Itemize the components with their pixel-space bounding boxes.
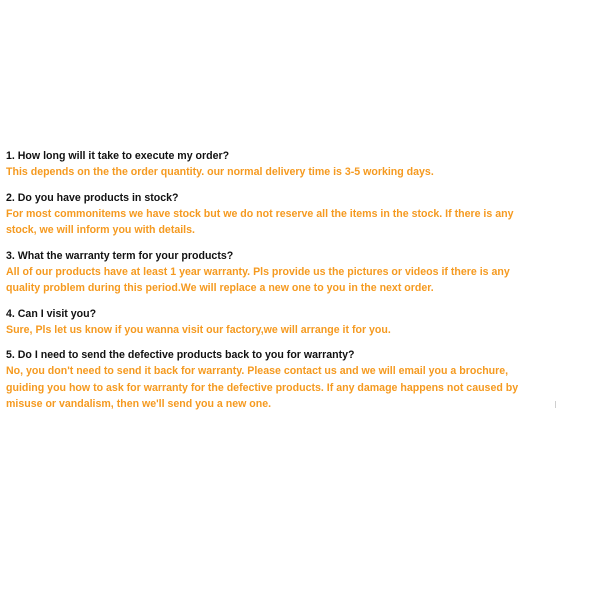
faq-item-3 (6, 248, 558, 297)
faq-answer-line: For most commonitems we have stock but we do not reserve all the items in the stock. If there is any (6, 207, 514, 220)
faq-question: 1. How long will it take to execute my order? (6, 150, 230, 162)
faq-answer (6, 264, 558, 297)
edge-mark-divider (555, 401, 556, 408)
faq-answer (6, 363, 558, 413)
faq-item-1 (6, 148, 558, 181)
faq-item-2 (6, 190, 558, 239)
faq-answer-line: Sure, Pls let us know if you wanna visit our factory,we will arrange it for you. (6, 323, 391, 336)
faq-answer (6, 164, 558, 181)
faq-answer-line: stock, we will inform you with details. (6, 224, 195, 236)
faq-question: 5. Do I need to send the defective products back to you for warranty? (6, 349, 355, 361)
faq-item-5 (6, 347, 558, 413)
faq-answer-line: misuse or vandalism, then we'll send you a new one. (6, 398, 272, 410)
faq-answer-line: quality problem during this period.We will replace a new one to you in the next order. (6, 282, 434, 294)
faq-question: 2. Do you have products in stock? (6, 191, 179, 204)
faq-answer-line: No, you don't need to send it back for warranty. Please contact us and we will email you a brochure, (6, 365, 509, 377)
faq-question: 4. Can I visit you? (6, 307, 97, 320)
faq-question: 3. What the warranty term for your products? (6, 249, 234, 262)
faq-answer (6, 206, 558, 239)
faq-section (6, 148, 558, 422)
faq-answer-line: This depends on the the order quantity. our normal delivery time is 3-5 working days. (6, 166, 434, 178)
faq-answer (6, 322, 558, 339)
faq-answer-line: All of our products have at least 1 year warranty. Pls provide us the pictures or videos if there is any (6, 265, 510, 278)
faq-answer-line: guiding you how to ask for warranty for the defective products. If any damage happens not caused by (6, 381, 519, 394)
faq-item-4 (6, 306, 558, 339)
